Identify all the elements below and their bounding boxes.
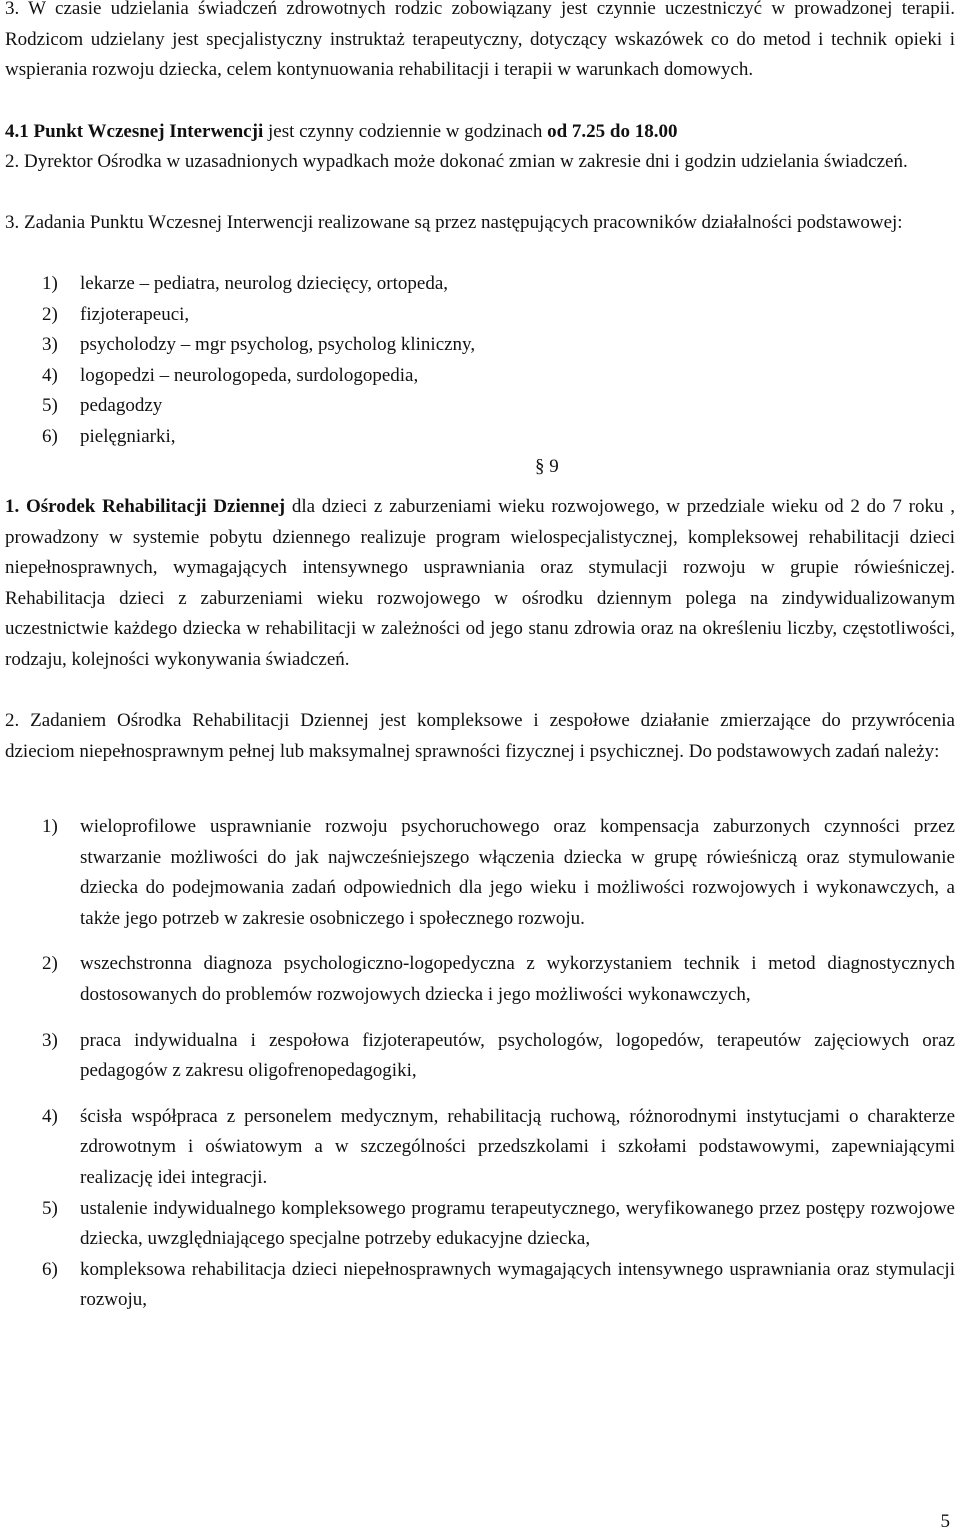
list-text: kompleksowa rehabilitacja dzieci niepełnosprawnych wymagających intensywnego usprawniania oraz stymulacji rozwoju,: [80, 1258, 955, 1311]
list-number: 6): [42, 425, 58, 447]
list-number: 2): [42, 953, 58, 975]
list-number: 1): [42, 273, 58, 294]
staff-list: [42, 269, 475, 453]
list-number: 6): [42, 1258, 58, 1280]
section-mark-9: § 9: [535, 456, 559, 477]
list-number: 5): [42, 1197, 58, 1219]
list-text: logopedzi – neurologopeda, surdologopedia,: [80, 364, 419, 386]
staff-item: [42, 300, 475, 331]
paragraph-3-parent-participation: 3. W czasie udzielania świadczeń zdrowotnych rodzic zobowiązany jest czynnie uczestniczyć w prowadzonej terapii. Rodzicom udzielany jest specjalistyczny instruktaż terapeutyczny, dotyczący wskazówek co do metod i technik opieki i wspierania rozwoju dziecka, celem kontynuowania rehabilitacji i terapii w warunkach domowych.: [5, 0, 955, 81]
task-item: [42, 949, 955, 1010]
list-number: 3): [42, 1029, 58, 1051]
list-text: pielęgniarki,: [80, 425, 176, 447]
pwi-hours-text: jest czynny codziennie w godzinach: [267, 121, 543, 142]
ord-paragraph-number: 1.: [5, 496, 20, 517]
task-item: [42, 812, 955, 934]
heading-4-1-pwi-hours: [5, 117, 677, 147]
task-item: [42, 1194, 955, 1255]
list-text: wieloprofilowe usprawnianie rozwoju psychoruchowego oraz kompensacja zaburzonych czynności przez stwarzanie możliwości do jak najwcześniejszego włączenia dziecka w grupę rówieśniczą oraz stymulowanie dziecka do podejmowania zadań odpowiednich dla jego wieku i możliwości rozwojowych i wykonawczych, a także jego potrzeb w zakresie osobniczego i społecznego rozwoju.: [80, 816, 955, 929]
ord-name: Ośrodek Rehabilitacji Dziennej: [26, 496, 286, 517]
list-text: psycholodzy – mgr psycholog, psycholog kliniczny,: [80, 334, 476, 356]
paragraph-2-director: 2. Dyrektor Ośrodka w uzasadnionych wypadkach może dokonać zmian w zakresie dni i godzin udzielania świadczeń.: [5, 151, 908, 172]
list-text: fizjoterapeuci,: [80, 303, 190, 325]
staff-item: [42, 330, 475, 361]
pwi-hours: od 7.25 do 18.00: [547, 121, 678, 142]
list-number: 1): [42, 816, 58, 837]
paragraph-3-pwi-staff: 3. Zadania Punktu Wczesnej Interwencji realizowane są przez następujących pracowników działalności podstawowej:: [5, 212, 903, 233]
staff-item: [42, 391, 475, 422]
list-number: 2): [42, 303, 58, 325]
pwi-heading-number: 4.1: [5, 121, 29, 142]
ord-tasks-list: [42, 812, 955, 1316]
list-number: 4): [42, 364, 58, 386]
page-number: 5: [940, 1511, 950, 1532]
paragraph-2-ord-tasks: 2. Zadaniem Ośrodka Rehabilitacji Dziennej jest kompleksowe i zespołowe działanie zmierzające do przywrócenia dzieciom niepełnosprawnym pełnej lub maksymalnej sprawności fizycznej i psychicznej. Do podstawowych zadań należy:: [5, 710, 955, 762]
task-item: [42, 1102, 955, 1194]
pwi-name: Punkt Wczesnej Interwencji: [33, 121, 264, 142]
ord-description: dla dzieci z zaburzeniami wieku rozwojowego, w przedziale wieku od 2 do 7 roku , prowadzony w systemie pobytu dziennego realizuje program wielospecjalistycznej, kompleksowej rehabilitacji dzieci niepełnosprawnych, wymagających intensywnego usprawniania oraz stymulacji rozwoju w grupie rówieśniczej. Rehabilitacja dzieci z zaburzeniami wieku rozwojowego w ośrodku dziennym polega na zindywidualizowanym uczestnictwie każdego dziecka w rehabilitacji w zależności od jego stanu zdrowia oraz na określeniu liczby, częstotliwości, rodzaju, kolejności wykonywania świadczeń.: [5, 496, 955, 670]
task-item: [42, 1255, 955, 1316]
list-text: ścisła współpraca z personelem medycznym, rehabilitacją ruchową, różnorodnymi instytucjami o charakterze zdrowotnym i oświatowym a w szczególności przedszkolami i szkołami podstawowymi, zapewniającymi realizację idei integracji.: [80, 1105, 955, 1188]
list-number: 3): [42, 334, 58, 356]
paragraph-1-ord: [5, 492, 955, 676]
list-text: lekarze – pediatra, neurolog dziecięcy, ortopeda,: [80, 273, 449, 294]
list-text: wszechstronna diagnoza psychologiczno-logopedyczna z wykorzystaniem technik i metod diagnostycznych dostosowanych do problemów rozwojowych dziecka i jego możliwości wykonawczych,: [80, 953, 955, 1005]
staff-item: [42, 269, 475, 300]
staff-item: [42, 422, 475, 453]
list-text: ustalenie indywidualnego kompleksowego programu terapeutycznego, weryfikowanego przez postępy rozwojowe dziecka, uwzględniającego specjalne potrzeby edukacyjne dziecka,: [80, 1197, 955, 1250]
list-number: 5): [42, 395, 58, 417]
list-number: 4): [42, 1105, 58, 1127]
list-text: praca indywidualna i zespołowa fizjoterapeutów, psychologów, logopedów, terapeutów zajęciowych oraz pedagogów z zakresu oligofrenopedagogiki,: [80, 1029, 955, 1082]
task-item: [42, 1026, 955, 1087]
list-text: pedagodzy: [80, 395, 163, 417]
staff-item: [42, 361, 475, 392]
